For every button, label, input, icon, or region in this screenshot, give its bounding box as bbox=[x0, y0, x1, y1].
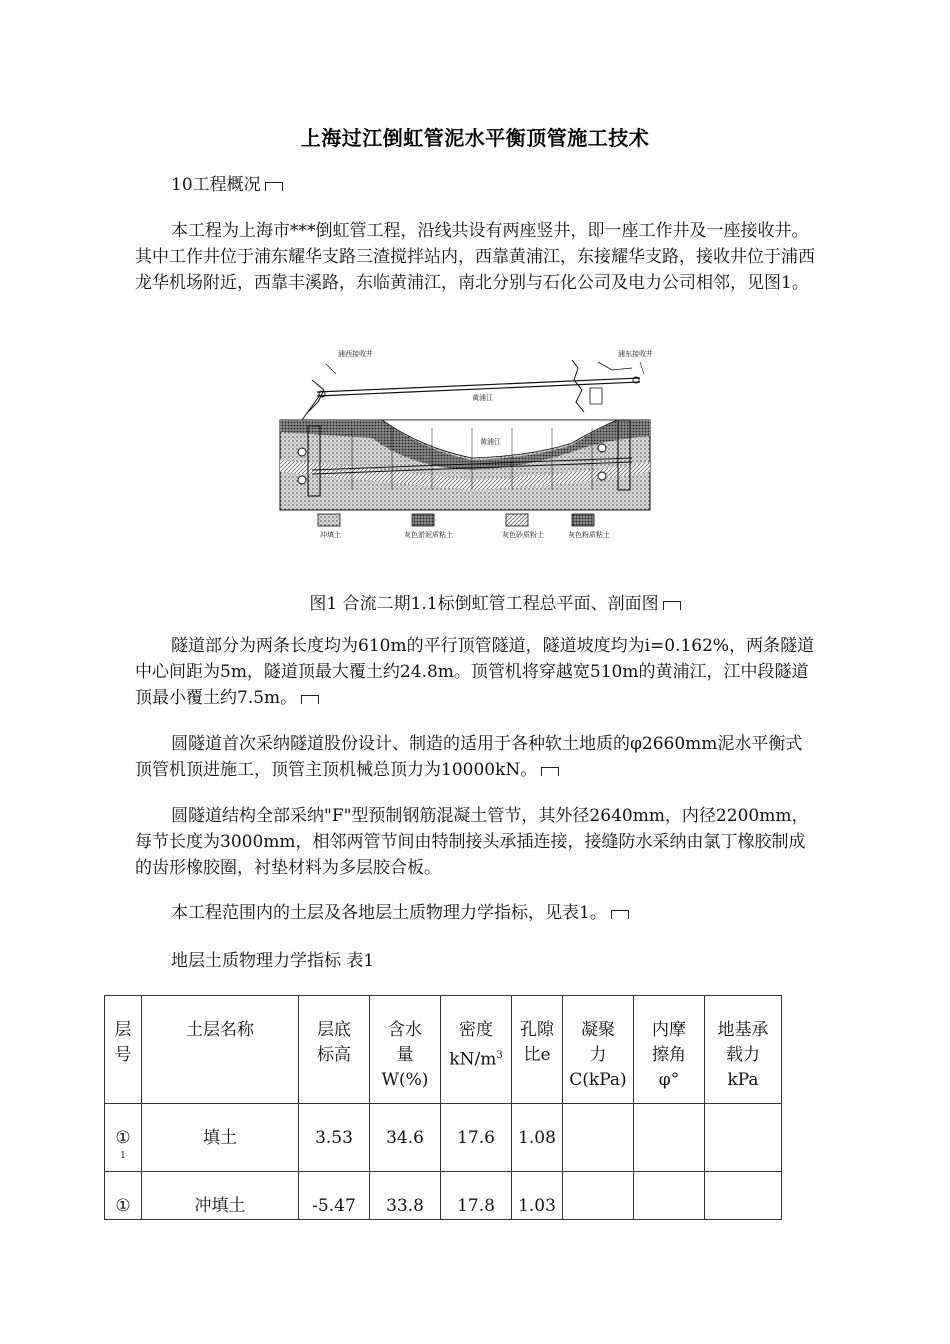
cell-water-content: 34.6 bbox=[370, 1104, 441, 1172]
header-void-ratio: 孔隙 比e bbox=[512, 996, 563, 1104]
cell-density: 17.8 bbox=[441, 1172, 512, 1220]
header-water-content: 含水 量 W(%) bbox=[370, 996, 441, 1104]
header-friction-angle: 内摩 擦角 φ° bbox=[634, 996, 705, 1104]
cell-layer-name: 冲填土 bbox=[142, 1172, 299, 1220]
paragraph-1: 本工程为上海市***倒虹管工程，沿线共设有两座竖井，即一座工作井及一座接收井。其中工作井位于浦东耀华支路三渣搅拌站内，西靠黄浦江，东接耀华支路，接收井位于浦西龙华机场附近，西靠丰溪路，东临黄浦江，南北分别与石化公司及电力公司相邻，见图1。 bbox=[135, 221, 815, 293]
legend-item-3: 灰色砂质粉土 bbox=[502, 531, 544, 539]
cell-friction-angle bbox=[634, 1104, 705, 1172]
plan-view bbox=[302, 360, 644, 420]
cell-layer-no: ① 1 bbox=[105, 1104, 142, 1172]
paragraph-mark-icon bbox=[265, 182, 283, 191]
paragraph-5: 本工程范围内的土层及各地层土质物理力学指标，见表1。 bbox=[135, 900, 815, 926]
legend-item-4: 灰色粉质粘土 bbox=[568, 531, 610, 539]
cell-void-ratio: 1.03 bbox=[512, 1172, 563, 1220]
header-bottom-elevation: 层底 标高 bbox=[299, 996, 370, 1104]
paragraph-4: 圆隧道结构全部采纳"F"型预制钢筋混凝土管节，其外径2640mm，内径2200mm，每节长度为3000mm，相邻两管节间由特制接头承插连接，接缝防水采纳由氯丁橡胶制成的齿形橡胶圈，衬垫材料为多层胶合板。 bbox=[135, 806, 809, 878]
east-shaft-label: 浦东接收井 bbox=[618, 350, 653, 358]
cell-elevation: 3.53 bbox=[299, 1104, 370, 1172]
figure-caption: 图1 合流二期1.1标倒虹管工程总平面、剖面图 bbox=[0, 589, 950, 614]
table-row bbox=[105, 1104, 782, 1172]
cell-cohesion bbox=[563, 1172, 634, 1220]
cell-elevation: -5.47 bbox=[299, 1172, 370, 1220]
cell-bearing-capacity bbox=[705, 1104, 782, 1172]
header-density: 密度 $kN/m^3$ bbox=[441, 996, 512, 1104]
paragraph-mark-icon bbox=[541, 767, 559, 776]
figure-1-diagram bbox=[272, 340, 662, 545]
cell-void-ratio: 1.08 bbox=[512, 1104, 563, 1172]
soil-properties-table bbox=[104, 995, 782, 1220]
cell-layer-name: 填土 bbox=[142, 1104, 299, 1172]
table-row bbox=[105, 1172, 782, 1220]
header-bearing-capacity: 地基承 载力 kPa bbox=[705, 996, 782, 1104]
cell-density: 17.6 bbox=[441, 1104, 512, 1172]
cell-friction-angle bbox=[634, 1172, 705, 1220]
figure-legend bbox=[318, 514, 610, 539]
cell-bearing-capacity bbox=[705, 1172, 782, 1220]
section-heading: 10工程概况 bbox=[135, 172, 815, 198]
header-layer-no: 层 号 bbox=[105, 996, 142, 1104]
table-header-row bbox=[105, 996, 782, 1104]
cell-water-content: 33.8 bbox=[370, 1172, 441, 1220]
paragraph-2: 隧道部分为两条长度均为610m的平行顶管隧道，隧道坡度均为i=0.162%，两条隧道中心间距为5m，隧道顶最大覆土约24.8m。顶管机将穿越宽510m的黄浦江，江中段隧道顶最小覆土约7.5m。 bbox=[135, 636, 815, 708]
river-section-label: 黄浦江 bbox=[480, 438, 501, 446]
west-shaft-label: 浦西接收井 bbox=[338, 350, 373, 358]
paragraph-mark-icon bbox=[301, 695, 319, 704]
paragraph-mark-icon bbox=[663, 601, 681, 610]
cell-layer-no: ① bbox=[105, 1172, 142, 1220]
legend-item-2: 灰色淤泥质粘土 bbox=[404, 531, 453, 539]
document-title: 上海过江倒虹管泥水平衡顶管施工技术 bbox=[300, 126, 650, 150]
paragraph-mark-icon bbox=[611, 910, 629, 919]
header-cohesion: 凝聚 力 C(kPa) bbox=[563, 996, 634, 1104]
table-caption: 地层土质物理力学指标 表1 bbox=[171, 951, 375, 971]
paragraph-3: 圆隧道首次采纳隧道股份设计、制造的适用于各种软土地质的φ2660mm泥水平衡式顶管机顶进施工，顶管主顶机械总顶力为10000kN。 bbox=[135, 734, 803, 780]
cross-section bbox=[280, 420, 650, 510]
river-plan-label: 黄浦江 bbox=[472, 394, 493, 402]
cell-cohesion bbox=[563, 1104, 634, 1172]
header-layer-name: 土层名称 bbox=[142, 996, 299, 1104]
legend-item-1: 冲填土 bbox=[320, 531, 341, 539]
